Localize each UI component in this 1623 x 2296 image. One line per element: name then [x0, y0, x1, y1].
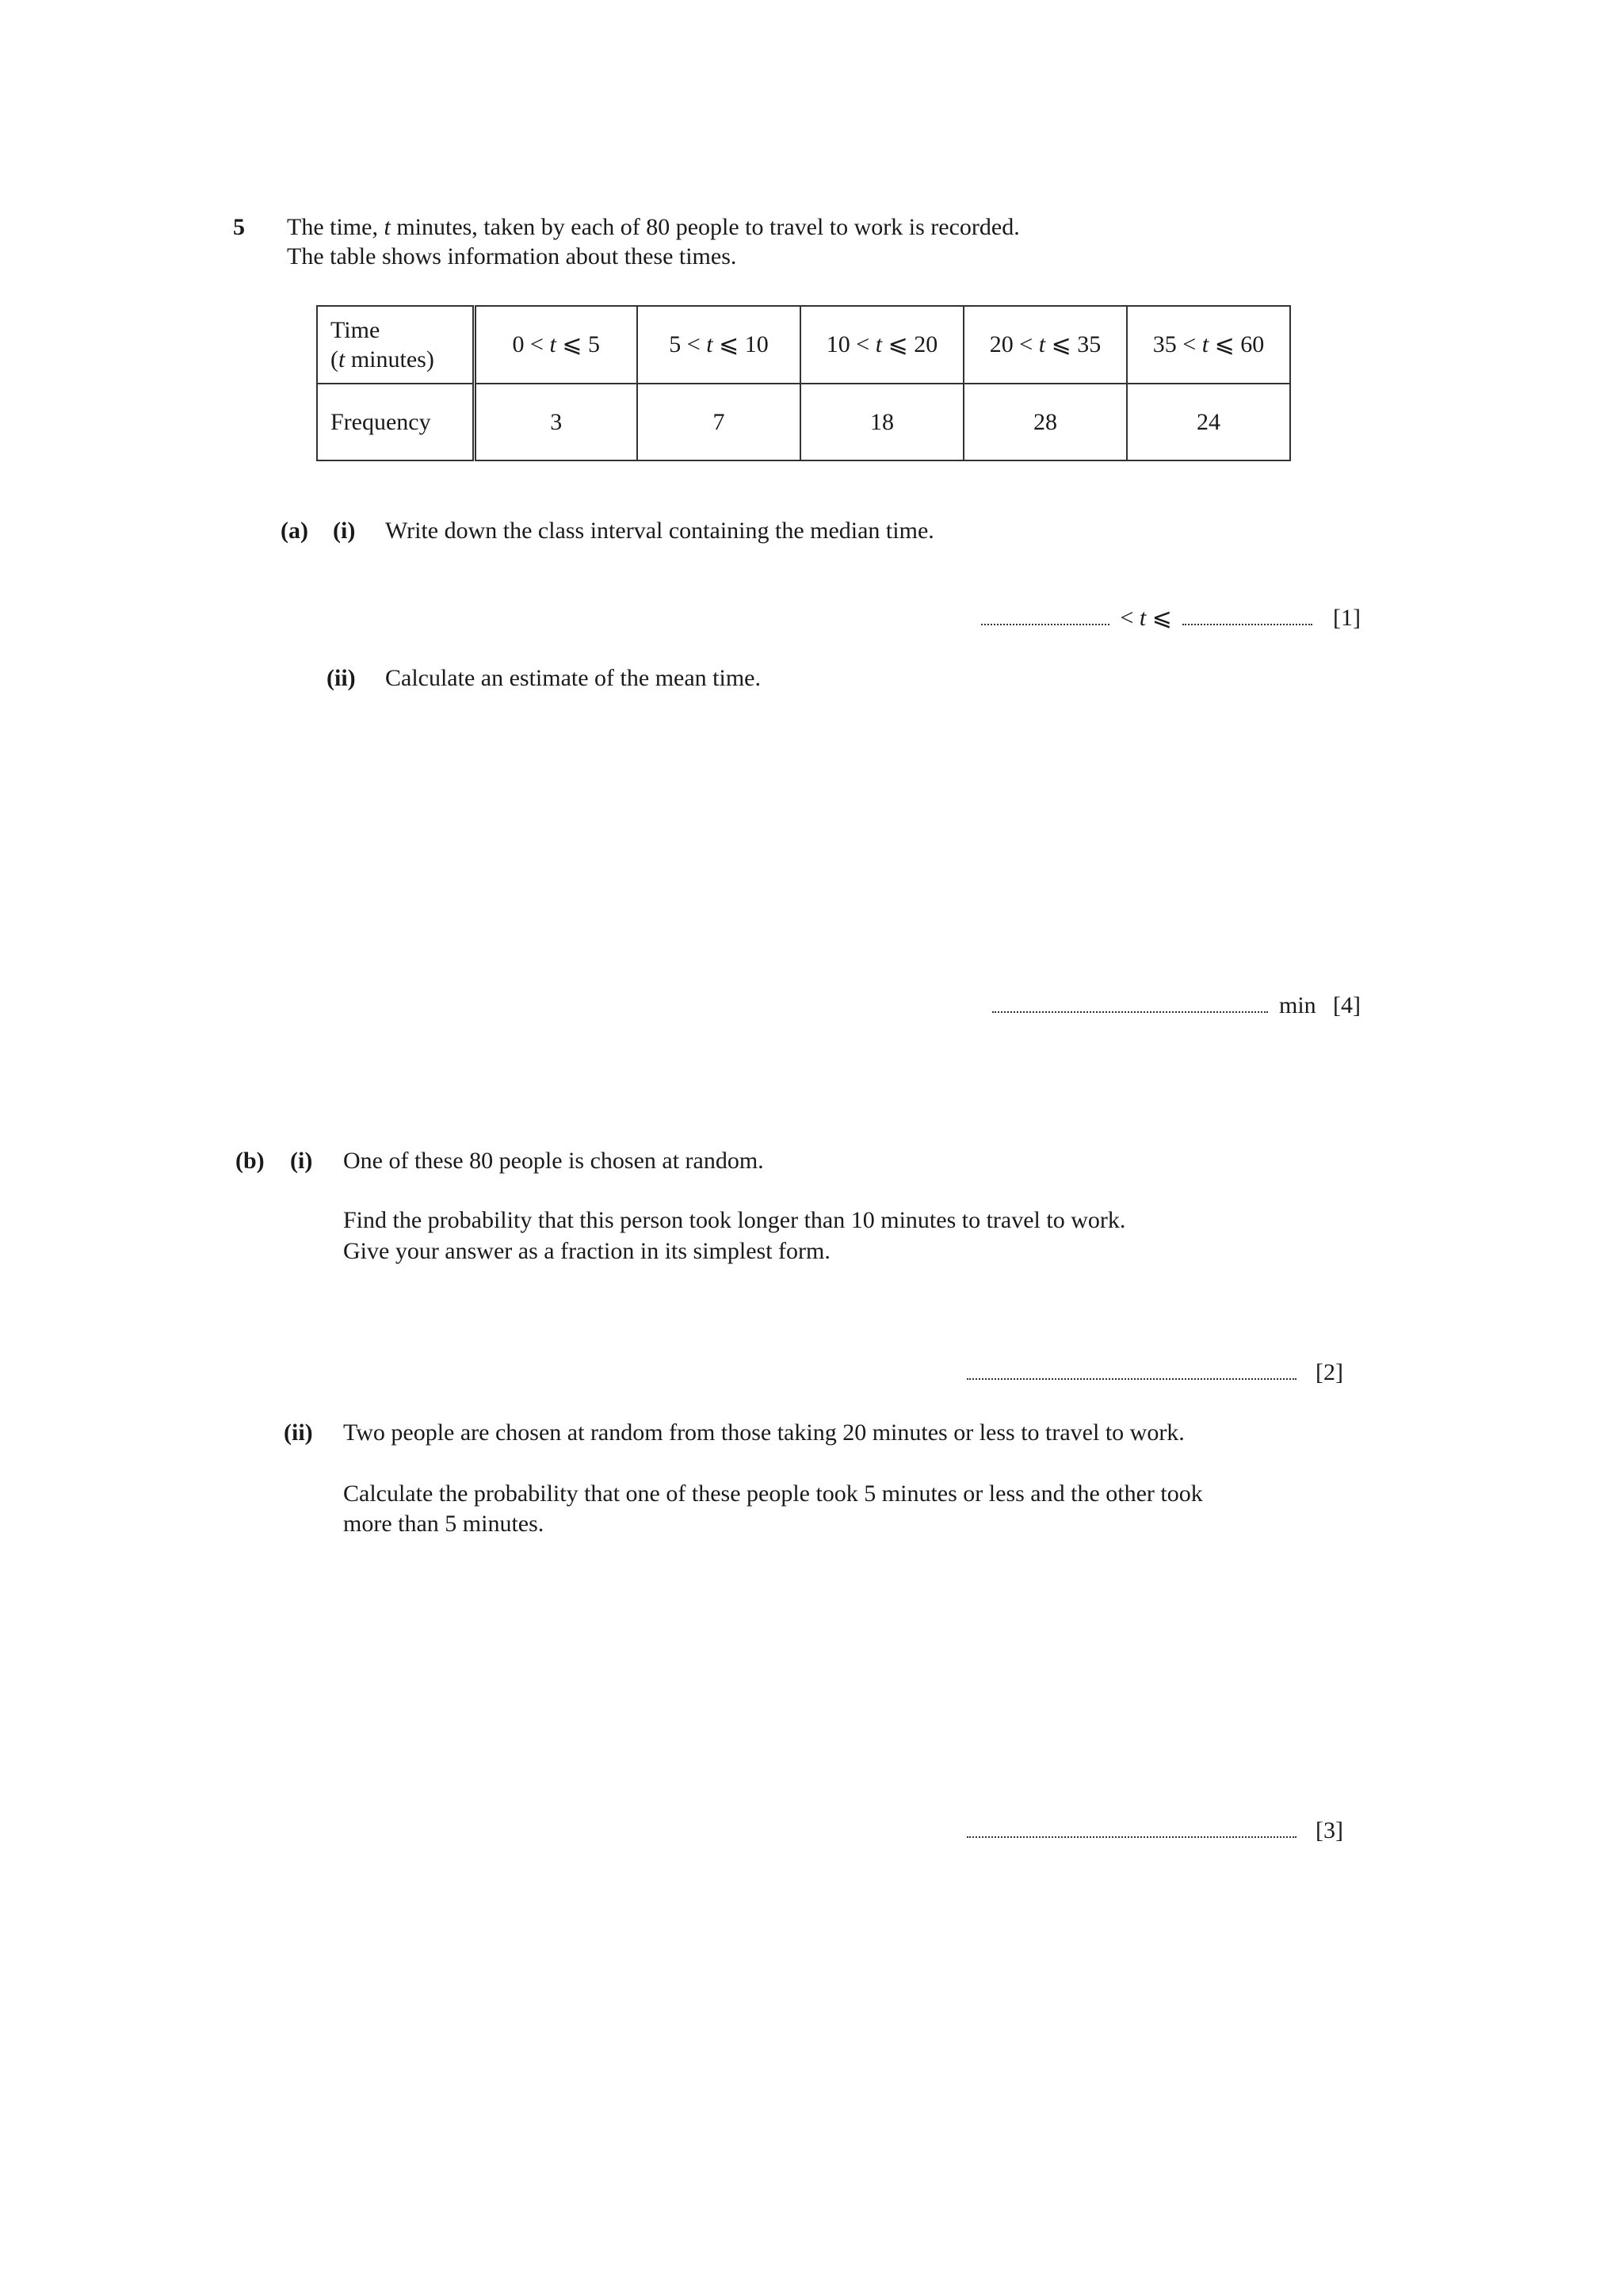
table-row — [317, 306, 1290, 384]
table-interval-cell: 5 < t ⩽ 10 — [637, 306, 800, 384]
part-a-i-label: (i) — [333, 518, 356, 544]
answer-line-b-ii[interactable] — [967, 1816, 1296, 1846]
table-interval-cell: 20 < t ⩽ 35 — [964, 306, 1127, 384]
answer-blank-probability-2[interactable] — [967, 1836, 1296, 1838]
table-frequency-cell: 7 — [637, 384, 800, 460]
table-frequency-cell: 3 — [474, 384, 637, 460]
answer-blank-mean[interactable] — [992, 1010, 1268, 1013]
answer-blank-probability-1[interactable] — [967, 1377, 1296, 1380]
table-header-frequency: Frequency — [317, 384, 474, 460]
part-b-ii-text: Two people are chosen at random from those taking 20 minutes or less to travel to work. — [343, 1419, 1185, 1446]
table-frequency-cell: 18 — [800, 384, 964, 460]
time-header-label: Time — [330, 316, 380, 343]
time-header-unit: (t minutes) — [330, 346, 434, 372]
marks-b-ii: [3] — [1316, 1817, 1343, 1843]
part-a-i-text: Write down the class interval containing the median time. — [385, 518, 934, 544]
part-b-ii-label: (ii) — [284, 1419, 313, 1446]
answer-line-a-i[interactable] — [981, 603, 1312, 633]
part-a-label: (a) — [281, 518, 308, 544]
answer-line-a-ii[interactable] — [992, 991, 1268, 1021]
part-b-ii-text2: Calculate the probability that one of these people took 5 minutes or less and the other took — [343, 1480, 1203, 1507]
unit-a-ii: min — [1279, 992, 1316, 1018]
question-intro — [287, 212, 1020, 271]
answer-line-b-i[interactable] — [967, 1358, 1296, 1388]
part-a-ii-label: (ii) — [327, 665, 356, 691]
interval-symbol: < t ⩽ — [1120, 605, 1172, 631]
table-row — [317, 384, 1290, 460]
part-b-i-text3: Give your answer as a fraction in its simplest form. — [343, 1238, 831, 1264]
frequency-table — [316, 305, 1291, 461]
question-number: 5 — [233, 214, 245, 240]
answer-blank-lower[interactable] — [981, 623, 1109, 625]
marks-a-ii: [4] — [1333, 992, 1361, 1018]
answer-blank-upper[interactable] — [1182, 623, 1312, 625]
part-b-i-label: (i) — [290, 1148, 313, 1174]
table-interval-cell: 10 < t ⩽ 20 — [800, 306, 964, 384]
part-b-i-text: One of these 80 people is chosen at random. — [343, 1148, 764, 1174]
intro-line-1: The time, t minutes, taken by each of 80 people to travel to work is recorded. — [287, 214, 1020, 240]
marks-b-i: [2] — [1316, 1359, 1343, 1385]
marks-a-i: [1] — [1333, 605, 1361, 631]
part-b-label: (b) — [235, 1148, 265, 1174]
part-b-ii-text3: more than 5 minutes. — [343, 1511, 544, 1537]
table-frequency-cell: 24 — [1127, 384, 1290, 460]
part-b-i-text2: Find the probability that this person took longer than 10 minutes to travel to work. — [343, 1207, 1126, 1233]
table-frequency-cell: 28 — [964, 384, 1127, 460]
table-interval-cell: 0 < t ⩽ 5 — [474, 306, 637, 384]
table-header-time — [317, 306, 474, 384]
table-interval-cell: 35 < t ⩽ 60 — [1127, 306, 1290, 384]
intro-line-2: The table shows information about these times. — [287, 243, 737, 269]
part-a-ii-text: Calculate an estimate of the mean time. — [385, 665, 761, 691]
